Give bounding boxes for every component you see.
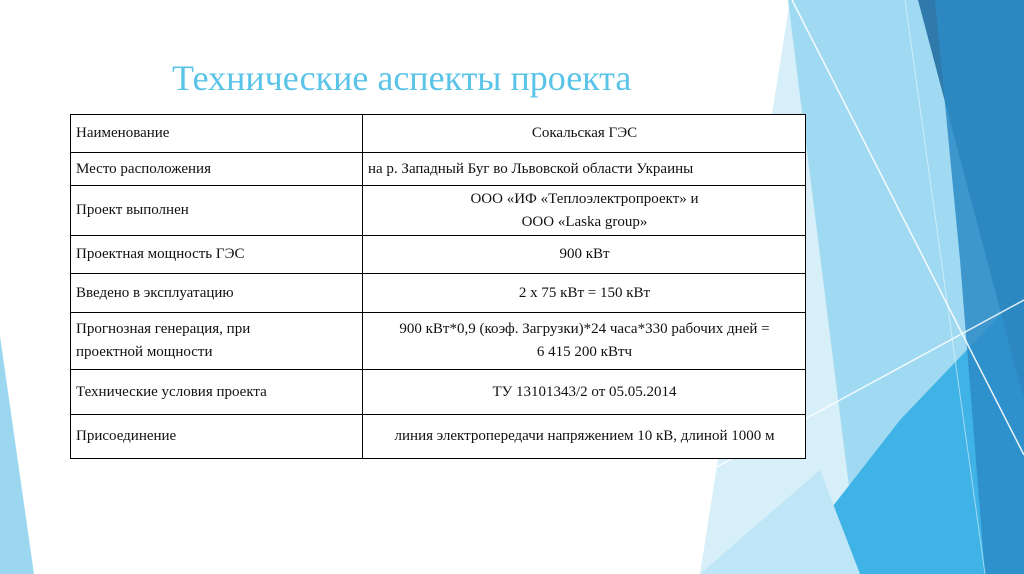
table-row	[71, 236, 806, 274]
row-label-line: Проектная мощность ГЭС	[76, 246, 245, 262]
table-row	[71, 274, 806, 313]
table-row	[71, 115, 806, 153]
row-label-line: проектной мощности	[76, 344, 213, 360]
row-label-cell	[71, 186, 363, 236]
row-value-cell	[363, 274, 806, 313]
row-label-line: Наименование	[76, 125, 170, 141]
row-label-cell	[71, 415, 363, 459]
table-row	[71, 186, 806, 236]
row-value-line: 2 х 75 кВт = 150 кВт	[518, 284, 651, 301]
table-row	[71, 153, 806, 186]
row-value-cell	[363, 186, 806, 236]
row-label-cell	[71, 236, 363, 274]
row-label-cell	[71, 370, 363, 415]
row-value-line: 900 кВт*0,9 (коэф. Загрузки)*24 часа*330 рабочих дней =	[399, 321, 770, 337]
row-label-cell	[71, 313, 363, 370]
row-value-line: линия электропередачи напряжением 10 кВ, длиной 1000 м	[394, 428, 775, 444]
row-value-cell	[363, 236, 806, 274]
row-value-cell	[363, 415, 806, 459]
row-label-line: Введено в эксплуатацию	[76, 284, 234, 301]
table-row	[71, 415, 806, 459]
table-row	[71, 370, 806, 415]
row-label-cell	[71, 274, 363, 313]
row-label-line: Проект выполнен	[76, 202, 189, 218]
row-value-line: ООО «Laska group»	[521, 213, 648, 230]
row-value-cell	[363, 153, 806, 186]
row-label-cell	[71, 153, 363, 186]
row-label-line: Место расположения	[76, 160, 211, 177]
row-value-line: 6 415 200 кВтч	[536, 344, 633, 360]
row-value-line: на р. Западный Буг во Львовской области Украины	[368, 160, 694, 177]
row-value-cell	[363, 313, 806, 370]
left-accent-shape	[0, 336, 34, 574]
row-label-line: Технические условия проекта	[76, 383, 267, 400]
row-value-cell	[363, 115, 806, 153]
row-label-line: Прогнозная генерация, при	[76, 321, 251, 337]
row-value-line: ООО «ИФ «Теплоэлектропроект» и	[470, 190, 699, 207]
row-value-line: ТУ 13101343/2 от 05.05.2014	[492, 383, 677, 400]
row-label-line: Присоединение	[76, 428, 177, 444]
row-value-cell	[363, 370, 806, 415]
table-row	[71, 313, 806, 370]
table-body	[71, 115, 806, 459]
slide-title: Технические аспекты проекта	[172, 58, 632, 98]
project-info-table	[70, 114, 806, 459]
row-label-cell	[71, 115, 363, 153]
row-value-line: 900 кВт	[559, 246, 610, 262]
row-value-line: Сокальская ГЭС	[531, 125, 638, 141]
